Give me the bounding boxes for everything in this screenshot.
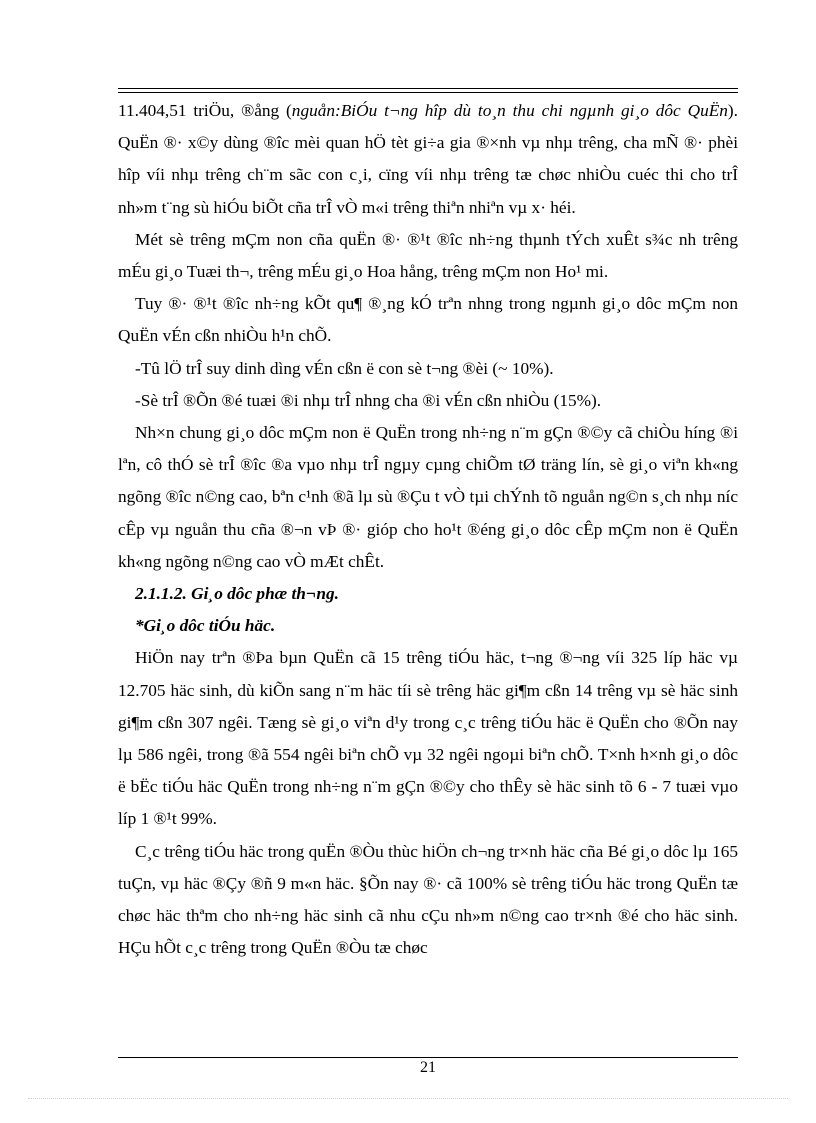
page-body	[118, 95, 738, 964]
paragraph-primary-schools: HiÖn nay trªn ®Þa bµn QuËn cã 15 trêng tiÓu häc, t¬ng ®¬ng víi 325 líp häc vµ 12.705 häc sinh, dù kiÕn sang n¨m häc tíi sè trêng häc gi¶m cßn 14 trêng vµ sè häc sinh gi¶m cßn 307 ngêi. Tæng sè gi¸o viªn d¹y trong c¸c trêng tiÓu häc ë QuËn cho ®Õn nay lµ 586 ngêi, trong ®ã 554 ngêi biªn chÕ vµ 32 ngêi ngoµi biªn chÕ. T×nh h×nh gi¸o dôc ë bËc tiÓu häc QuËn trong nh÷ng n¨m gÇn ®©y cho thÊy sè häc sinh tõ 6 - 7 tuæi vµo líp 1 ®¹t 99%.	[118, 648, 738, 829]
page-number: 21	[420, 1059, 436, 1076]
list-item-malnutrition: -Tû lÖ trÎ suy dinh dìng vÉn cßn ë con sè t¬ng ®èi (~ 10%).	[135, 358, 554, 378]
paragraph-curriculum: C¸c trêng tiÓu häc trong quËn ®Òu thùc hiÖn ch¬ng tr×nh häc cña Bé gi¸o dôc lµ 165 tuÇn, vµ häc ®Çy ®ñ 9 m«n häc. §Õn nay ®· cã 100% sè trêng tiÓu häc trong QuËn tæ chøc häc thªm cho nh÷ng häc sinh cã nhu cÇu nh»m n©ng cao tr×nh ®é cho häc sinh. HÇu hÕt c¸c trêng trong QuËn ®Òu tæ chøc	[118, 841, 738, 958]
paragraph-text: ). QuËn ®· x©y dùng ®îc mèi quan hÖ tèt gi÷a gia ®×nh vµ nhµ trêng, cha mÑ ®· phèi hîp víi nhµ trêng ch¨m sãc con c¸i, cïng víi nhµ trêng tæ chøc nhiÒu cuéc thi cho trÎ nh»m t¨ng sù hiÓu biÕt cña trÎ vÒ m«i trêng thiªn nhiªn vµ x· héi.	[118, 101, 738, 217]
header-rule-top	[118, 88, 738, 89]
page-edge	[28, 1098, 788, 1099]
section-heading: 2.1.1.2. Gi¸o dôc phæ th¬ng.	[135, 584, 339, 604]
subsection-heading: *Gi¸o dôc tiÓu häc.	[135, 616, 276, 636]
source-citation: nguån:BiÓu t¬ng hîp dù to¸n thu chi ngµnh gi¸o dôc QuËn	[291, 101, 728, 120]
header-rule-bottom	[118, 92, 738, 93]
list-item-enrollment: -Sè trÎ ®Õn ®é tuæi ®i nhµ trÎ nhng cha ®i vÉn cßn nhiÒu (15%).	[135, 390, 602, 410]
paragraph-limitations: Tuy ®· ®¹t ®îc nh÷ng kÕt qu¶ ®¸ng kÓ trªn nhng trong ngµnh gi¸o dôc mÇm non QuËn vÉn cßn nhiÒu h¹n chÕ.	[118, 294, 738, 346]
paragraph-text: 11.404,51 triÖu, ®ång (	[118, 101, 292, 120]
paragraph-revenue-continuation	[118, 95, 738, 224]
paragraph-summary: Nh×n chung gi¸o dôc mÇm non ë QuËn trong nh÷ng n¨m gÇn ®©y cã chiÒu híng ®i lªn, cô thÓ sè trÎ ®îc ®a vµo nhµ trÎ ngµy cµng chiÕm tØ träng lín, sè gi¸o viªn kh«ng ngõng ®îc n©ng cao, bªn c¹nh ®ã lµ sù ®Çu t vÒ tµi chÝnh tõ nguån ng©n s¸ch nhµ níc cÊp vµ nguån thu cña ®¬n vÞ ®· gióp cho ho¹t ®éng gi¸o dôc cÊp mÇm non ë QuËn kh«ng ngõng n©ng cao vÒ mÆt chÊt.	[118, 423, 738, 571]
paragraph-achievements: Mét sè trêng mÇm non cña quËn ®· ®¹t ®îc nh÷ng thµnh tÝch xuÊt s¾c nh trêng mÉu gi¸o Tuæi th¬, trêng mÉu gi¸o Hoa hång, trêng mÇm non Ho¹ mi.	[118, 229, 738, 282]
